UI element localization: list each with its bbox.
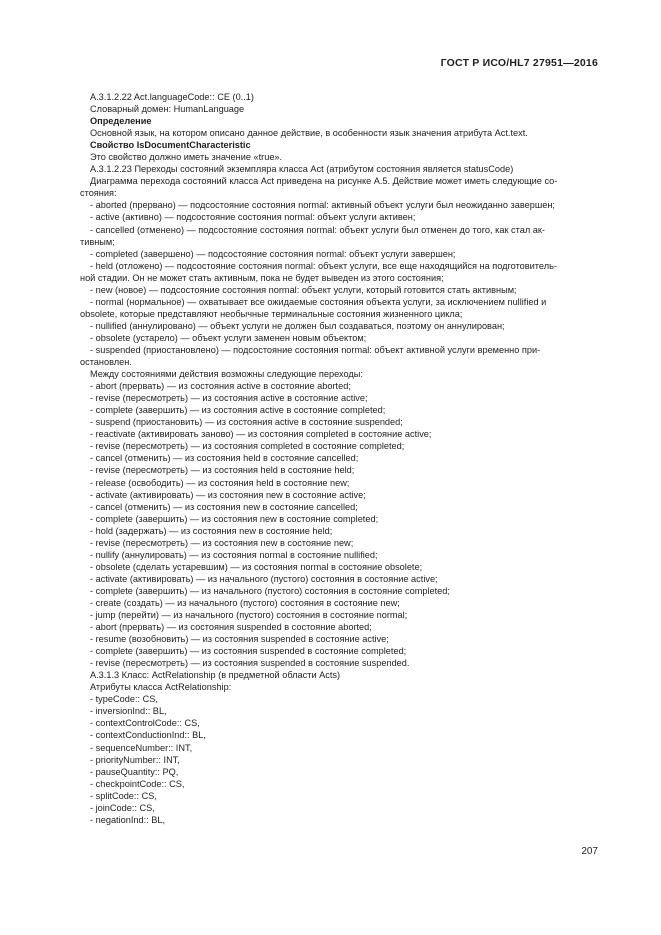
text-line: - reactivate (активировать заново) — из состояния completed в состояние active; — [90, 429, 432, 440]
text-line: obsolete, которые представляют необычные терминальные состояния жизненного цикла; — [80, 308, 463, 319]
text-line: - create (создать) — из начального (пустого) состояния в состояние new; — [90, 597, 400, 608]
text-line: - resume (возобновить) — из состояния suspended в состояние active; — [90, 634, 389, 645]
section-heading: Определение — [90, 116, 152, 127]
section-heading: Свойство IsDocumentCharacteristic — [90, 140, 251, 151]
text-line: Атрибуты класса ActRelationship: — [90, 682, 232, 693]
text-line: - suspend (приостановить) — из состояния active в состояние suspended; — [90, 417, 403, 428]
text-line: A.3.1.2.22 Act.languageCode:: CE (0..1) — [90, 92, 254, 102]
text-line: - complete (завершить) — из состояния active в состояние completed; — [90, 405, 386, 416]
document-body — [80, 91, 598, 826]
document-header: ГОСТ Р ИСО/HL7 27951—2016 — [440, 57, 598, 69]
text-line: - abort (прервать) — из состояния suspended в состояние aborted; — [90, 622, 372, 633]
text-line: - nullified (аннулировано) — объект услуги не должен был создаваться, поэтому он аннулирован; — [90, 320, 505, 331]
text-line: - hold (задержать) — из состояния new в состояние held; — [90, 525, 333, 536]
text-line: - checkpointCode:: CS, — [90, 778, 185, 789]
text-line: - cancel (отменить) — из состояния held в состояние cancelled; — [90, 453, 359, 464]
text-line: A.3.1.3 Класс: ActRelationship (в предметной области Acts) — [90, 670, 341, 681]
text-line: - inversionInd:: BL, — [90, 706, 167, 717]
text-line: - obsolete (сделать устаревшим) — из состояния normal в состояние obsolete; — [90, 561, 423, 572]
text-line: - new (новое) — подсостояние состояния normal: объект услуги, который готовится стать активным; — [90, 284, 517, 295]
text-line: - revise (пересмотреть) — из состояния completed в состояние completed; — [90, 441, 405, 452]
text-line: - contextControlCode:: CS, — [90, 718, 200, 729]
text-line: стояния: — [80, 188, 117, 199]
text-line: - negationInd:: BL, — [90, 814, 166, 825]
text-line: - completed (завершено) — подсостояние состояния normal: объект услуги завершен; — [90, 248, 456, 259]
text-line: - normal (нормальное) — охватывает все ожидаемые состояния объекта услуги, за исключением nullified и — [90, 296, 547, 307]
text-line: - abort (прервать) — из состояния active в состояние aborted; — [90, 381, 351, 392]
text-line: - nullify (аннулировать) — из состояния normal в состояние nullified; — [90, 549, 378, 560]
text-line: Между состояниями действия возможны следующие переходы: — [90, 369, 363, 380]
text-line: - activate (активировать) — из начального (пустого) состояния в состояние active; — [90, 573, 438, 584]
text-line: - complete (завершить) — из начального (пустого) состояния в состояние completed; — [90, 585, 450, 596]
text-line: - cancelled (отменено) — подсостояние состояния normal: объект услуги был отменен до того, как стал ак- — [90, 224, 545, 235]
text-line: - obsolete (устарело) — объект услуги заменен новым объектом; — [90, 332, 367, 343]
text-line: остановлен. — [80, 357, 132, 368]
text-line: - revise (пересмотреть) — из состояния suspended в состояние suspended. — [90, 658, 410, 669]
text-line: - release (освободить) — из состояния held в состояние new; — [90, 477, 350, 488]
text-line: - revise (пересмотреть) — из состояния active в состояние active; — [90, 393, 368, 404]
text-line: Основной язык, на котором описано данное действие, в особенности язык значения атрибута Act.text. — [90, 128, 528, 139]
text-line: - typeCode:: CS, — [90, 694, 158, 705]
text-line: Словарный домен: HumanLanguage — [90, 104, 245, 115]
text-line: - sequenceNumber:: INT, — [90, 742, 193, 753]
text-line: - revise (пересмотреть) — из состояния held в состояние held; — [90, 465, 355, 476]
text-line: - contextConductionInd:: BL, — [90, 730, 206, 741]
text-line: - aborted (прервано) — подсостояние состояния normal: активный объект услуги был неожиданно завершен; — [90, 200, 555, 211]
text-line: A.3.1.2.23 Переходы состояний экземпляра класса Act (атрибутом состояния является statusCode) — [90, 164, 514, 175]
text-line: - cancel (отменить) — из состояния new в состояние cancelled; — [90, 501, 358, 512]
text-line: - jump (перейти) — из начального (пустого) состояния в состояние normal; — [90, 610, 408, 621]
text-line: - splitCode:: CS, — [90, 790, 157, 801]
text-line: - joinCode:: CS, — [90, 802, 155, 813]
text-line: - priorityNumber:: INT, — [90, 754, 180, 765]
text-line: - complete (завершить) — из состояния new в состояние completed; — [90, 513, 379, 524]
text-line: Это свойство должно иметь значение «true». — [90, 152, 283, 163]
text-line: - pauseQuantity:: PQ, — [90, 766, 179, 777]
text-line: - revise (пересмотреть) — из состояния new в состояние new; — [90, 537, 354, 548]
text-line: ной стадии. Он не может стать активным, пока не будет выведен из этого состояния; — [80, 272, 444, 283]
text-line: - held (отложено) — подсостояние состояния normal: объект услуги, все еще находящийся на подготовитель- — [90, 260, 557, 271]
text-line: тивным; — [80, 236, 115, 247]
page-number: 207 — [581, 846, 598, 857]
text-line: - activate (активировать) — из состояния new в состояние active; — [90, 489, 366, 500]
text-line: - suspended (приостановлено) — подсостояние состояния normal: объект активной услуги временно при- — [90, 344, 541, 355]
text-line: - active (активно) — подсостояние состояния normal: объект услуги активен; — [90, 212, 416, 223]
text-line: - complete (завершить) — из состояния suspended в состояние completed; — [90, 646, 407, 657]
text-line: Диаграмма перехода состояний класса Act приведена на рисунке A.5. Действие может иметь следующие со- — [90, 176, 558, 187]
